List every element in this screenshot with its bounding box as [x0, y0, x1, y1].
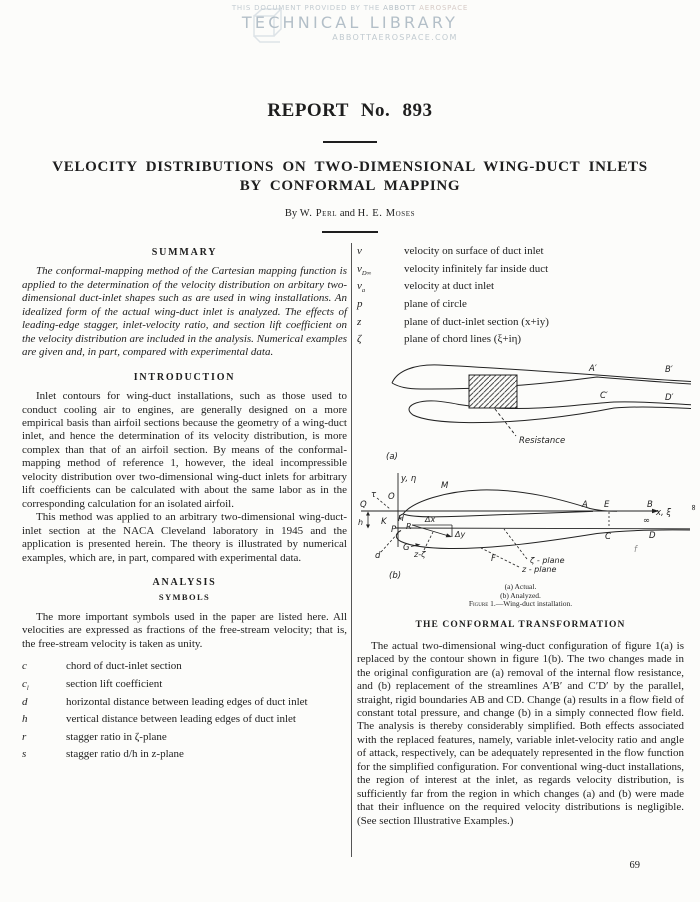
- symbols-heading: SYMBOLS: [158, 592, 211, 603]
- symbol-definition: stagger ratio in ζ-plane: [66, 730, 167, 743]
- introduction-heading: INTRODUCTION: [133, 371, 236, 383]
- fig-b-label-tau: τ: [371, 489, 377, 500]
- conformal-paragraph: The actual two-dimensional wing-duct configuration of figure 1(a) is replaced by the contour shown in figure 1(b). The two changes made in the original configuration are (a) removal of the internal flow resistance, and (b) replacement of the streamlines A′B′ and C′D′ by the parallel, straight, rigid boundaries AB and CD. Change (a) results in a flow field of constant total pressure, and change (b) in a simply connected flow field. The analysis is thereby considerably simplified. Both effects associated with the replaced features, namely, variable inlet-velocity ratio and angle of attack, respectively, can be adequately represented in the flow function for the simplified configuration. For conventional wing-duct installations, the region of interest at the inlet, as regards velocity distribution, is sufficiently far from the region in which changes (a) and (b) were made that their influence on the required velocity distributions is negligible. (See section Illustrative Examples.): [357, 639, 684, 827]
- watermark-provided-line: [0, 4, 700, 12]
- symbol-letter: d: [22, 695, 28, 708]
- symbol-row: [357, 280, 684, 298]
- watermark: [0, 4, 700, 42]
- paper-title-line1: VELOCITY DISTRIBUTIONS ON TWO-DIMENSIONAL WING-DUCT INLETS: [52, 159, 648, 175]
- symbol: [357, 298, 404, 316]
- symbol-letter: c: [22, 660, 27, 673]
- fig-b-label-delta-x: Δx: [425, 514, 436, 524]
- fig-b-label-x-axis: x, ξ: [656, 507, 672, 518]
- summary-heading: SUMMARY: [151, 247, 218, 258]
- axes-and-boundaries: [361, 473, 690, 547]
- summary-section: [22, 265, 347, 359]
- watermark-brand-aerospace: AEROSPACE: [419, 4, 469, 12]
- watermark-brand-abbott: ABBOTT: [383, 4, 417, 12]
- symbol-definition: velocity at duct inlet: [404, 280, 495, 293]
- fig-b-label-delta-y: Δy: [455, 529, 466, 539]
- fig-a-label-b-prime: B′: [665, 364, 673, 375]
- symbol-row: [357, 316, 684, 334]
- symbol-row: [357, 263, 684, 281]
- symbol: [22, 713, 66, 731]
- symbol: [22, 696, 66, 714]
- symbol-definition: stagger ratio d/h in z-plane: [66, 748, 184, 761]
- symbol-letter: h: [22, 713, 28, 726]
- fig-b-label-h-dim: h: [358, 517, 364, 527]
- figure-1b-duct-analyzed: [355, 468, 700, 580]
- symbol-letter: v: [357, 280, 362, 293]
- author-2: H. E. Moses: [357, 208, 416, 219]
- fig-a-label-c-prime: C′: [600, 390, 608, 401]
- fig-b-label-h-point: H: [398, 513, 405, 523]
- symbol-letter: r: [22, 730, 27, 743]
- fig-b-label-a: A: [582, 499, 588, 510]
- symbol-letter: p: [357, 297, 363, 310]
- fig-b-label-q: Q: [360, 499, 367, 510]
- report-number: REPORT No. 893: [267, 100, 433, 121]
- symbol-row: [357, 245, 684, 263]
- symbol: [357, 280, 404, 298]
- symbol-letter: v: [357, 245, 362, 257]
- fig-b-label-zeta-plane: ζ - plane: [530, 555, 565, 565]
- symbol-list-right: [357, 245, 684, 351]
- symbol-definition: chord of duct-inlet section: [66, 660, 182, 673]
- watermark-prefix: THIS DOCUMENT PROVIDED BY THE: [231, 4, 381, 12]
- header-rule: [323, 141, 377, 143]
- paper-title: [0, 158, 700, 196]
- fig-b-label-f: F: [491, 553, 496, 564]
- watermark-title: TECHNICAL LIBRARY: [241, 13, 459, 32]
- symbol: [22, 748, 66, 766]
- byline-conjunction: and: [339, 208, 355, 219]
- symbol: [357, 245, 404, 263]
- symbol-letter: ζ: [357, 333, 362, 346]
- symbol-subscript: a: [361, 287, 366, 295]
- symbol: [22, 660, 66, 678]
- symbol-row: [357, 298, 684, 316]
- fig-b-label-r: R: [406, 521, 412, 531]
- intro-paragraph-2: This method was applied to an arbitrary two-dimensional wing-duct-inlet section at the NACA Cleveland laboratory in 1945 and the application is presented herein. The theory is illustrated by numerical examples, which are, in part, compared with experimental data.: [22, 511, 347, 564]
- fig-a-label-d-prime: D′: [665, 392, 674, 403]
- symbol-row: [22, 660, 347, 678]
- symbols-intro-paragraph: The more important symbols used in the paper are listed here. All velocities are expressed as fractions of the free-stream velocity; that is, the free-stream velocity is taken as unity.: [22, 610, 347, 650]
- fig-b-label-d-point: D: [649, 530, 656, 541]
- caption-figure-rest: 1.—Wing-duct installation.: [488, 599, 573, 609]
- fig-b-label-f-small: f: [634, 544, 637, 555]
- construction-lines: [368, 498, 609, 567]
- symbol-letter: s: [22, 748, 27, 761]
- fig-b-label-z-minus-zeta: z-ζ: [414, 549, 426, 559]
- fig-b-label-p: P: [391, 524, 397, 535]
- author-1: W. Perl: [299, 208, 338, 219]
- fig-b-label-infinity-edge: ∞: [688, 503, 698, 511]
- symbol-definition: plane of chord lines (ξ+iη): [404, 333, 522, 346]
- caption-figure-word: Figure: [468, 599, 489, 609]
- byline: [0, 208, 700, 219]
- fig-a-label-a-prime: A′: [589, 363, 597, 374]
- resistance-block-hatching: [469, 375, 517, 408]
- byline-rule: [322, 231, 378, 233]
- watermark-site: ABBOTTAEROSPACE.COM: [332, 33, 458, 42]
- symbol-definition: horizontal distance between leading edges of duct inlet: [66, 695, 308, 708]
- column-divider: [351, 243, 352, 857]
- fig-b-part-label: (b): [389, 570, 402, 580]
- fig-b-label-b: B: [647, 499, 653, 510]
- fig-a-part-label: (a): [386, 451, 398, 462]
- fig-b-label-g: G: [403, 542, 410, 553]
- symbol-definition: vertical distance between leading edges of duct inlet: [66, 713, 296, 726]
- symbol-letter: v: [357, 262, 362, 275]
- symbol-definition: velocity infinitely far inside duct: [404, 262, 549, 275]
- fig-b-label-z-plane: z - plane: [522, 564, 557, 574]
- symbol-row: [22, 731, 347, 749]
- symbol-row: [22, 748, 347, 766]
- paper-title-line2: BY CONFORMAL MAPPING: [239, 178, 461, 194]
- symbol-definition: plane of circle: [404, 297, 467, 310]
- fig-b-label-o: O: [388, 491, 395, 502]
- page-number: 69: [629, 860, 640, 871]
- fig-b-label-e: E: [604, 499, 610, 510]
- fig-b-label-y-axis: y, η: [401, 473, 417, 484]
- symbol-definition: velocity on surface of duct inlet: [404, 245, 544, 257]
- symbol: [22, 678, 66, 696]
- symbol-row: [22, 678, 347, 696]
- caption-line-b: (b) Analyzed.: [500, 590, 541, 600]
- symbol-row: [22, 696, 347, 714]
- duct-contours-a: [392, 365, 691, 423]
- symbol-subscript: D∞: [361, 269, 372, 277]
- symbol-subscript: l: [26, 685, 29, 693]
- symbol-list-left: [22, 660, 347, 766]
- fig-b-label-c: C: [605, 531, 611, 542]
- analysis-heading: ANALYSIS: [152, 576, 217, 588]
- caption-figure-title: [357, 600, 684, 609]
- symbol: [357, 263, 404, 281]
- symbol-row: [22, 713, 347, 731]
- symbol: [22, 731, 66, 749]
- fig-a-label-resistance: Resistance: [519, 435, 566, 446]
- symbol-definition: plane of duct-inlet section (x+iy): [404, 315, 549, 328]
- figure-1a-duct-actual: [359, 356, 694, 466]
- caption-line-a: (a) Actual.: [504, 581, 537, 591]
- fig-b-label-d-dim: d: [375, 550, 381, 561]
- left-column: [22, 243, 347, 766]
- right-column: [357, 243, 698, 828]
- summary-paragraph: The conformal-mapping method of the Cartesian mapping function is applied to the determination of the velocity distribution on arbitary two-dimensional duct-inlet shapes such as are used in wing installations. An idealized form of the actual wing-duct inlet is analyzed. The effects of leading-edge stagger, inlet-velocity ratio, and section lift coefficient on the velocity distribution are included in the analysis. Numerical examples are given and, in part, compared with experimental data.: [22, 265, 347, 359]
- intro-paragraph-1: Inlet contours for wing-duct installations, such as those used to conduct cooling air to engines, are generally designed on a more empirical basis than airfoil sections because the geometry of a wing-duct inlet, and hence the determination of its velocity distribution, is more complex than that of an airfoil section. By means of the conformal-mapping method of reference 1, however, the ideal incompressible velocity distribution over two-dimensional wing-duct inlets for arbitrary lift coefficients can be calculated with about the same labor as in the corresponding calculation for an isolated airfoil.: [22, 390, 347, 510]
- symbol-letter: z: [357, 315, 362, 328]
- symbol-row: [357, 333, 684, 351]
- symbol: [357, 333, 404, 351]
- conformal-transformation-heading: THE CONFORMAL TRANSFORMATION: [415, 620, 626, 631]
- fig-b-label-k: K: [381, 516, 387, 527]
- symbol-letter: c: [22, 677, 27, 690]
- figure-caption: [357, 583, 684, 609]
- symbol: [357, 316, 404, 334]
- byline-prefix: By: [284, 208, 298, 219]
- symbol-definition: section lift coefficient: [66, 677, 163, 690]
- fig-b-label-infinity: ∞: [643, 515, 651, 526]
- fig-b-label-m: M: [441, 480, 449, 491]
